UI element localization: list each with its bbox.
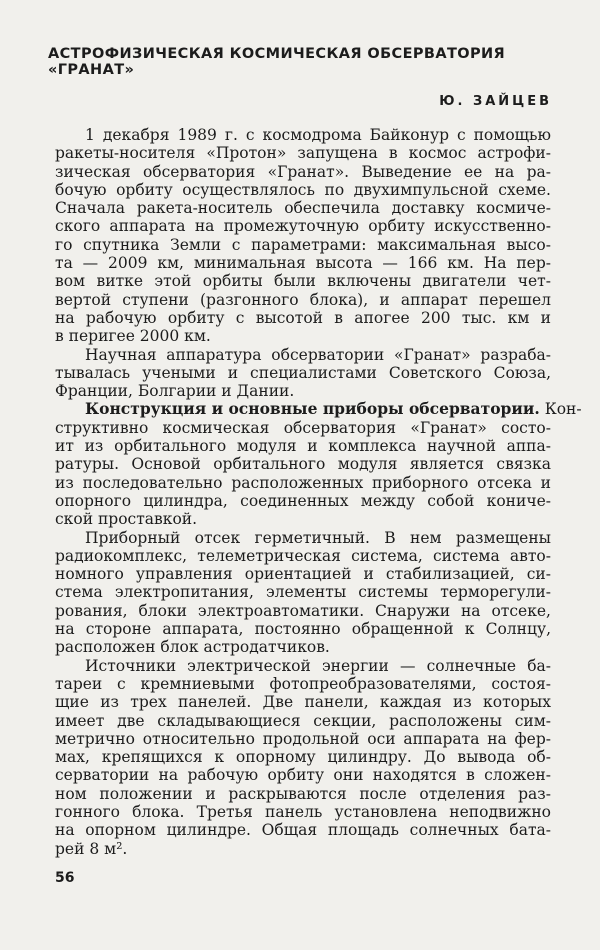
text-line: структивно космическая обсерватория «Гранат» состо-: [55, 418, 551, 437]
paragraph: [55, 399, 582, 529]
author-name: Ю. ЗАЙЦЕВ: [439, 94, 552, 109]
paragraph: [55, 657, 551, 858]
article-title: [48, 46, 548, 78]
text-line: ит из орбитального модуля и комплекса научной аппа-: [55, 437, 551, 456]
text-line: из последовательно расположенных приборного отсека и: [55, 473, 551, 492]
heading-tail-text: Кон-: [544, 400, 582, 419]
text-line: радиокомплекс, телеметрическая система, система авто-: [55, 546, 551, 565]
article-body: [55, 126, 582, 858]
text-line: на опорном цилиндре. Общая площадь солнечных бата-: [55, 821, 551, 840]
text-line: тывалась учеными и специалистами Советского Союза,: [55, 363, 551, 382]
text-line: рей 8 м².: [55, 839, 128, 858]
text-line: вом витке этой орбиты были включены двигатели чет-: [55, 272, 551, 291]
text-line: Приборный отсек герметичный. В нем размещены: [85, 528, 551, 547]
text-line: бочую орбиту осуществлялось по двухимпульсной схеме.: [55, 180, 551, 199]
text-line: та — 2009 км, минимальная высота — 166 км. На пер-: [55, 254, 551, 273]
text-line: Франции, Болгарии и Дании.: [55, 382, 295, 401]
text-line: го спутника Земли с параметрами: максимальная высо-: [55, 235, 551, 254]
text-line: ской проставкой.: [55, 510, 198, 529]
text-line: опорного цилиндра, соединенных между собой кониче-: [55, 491, 551, 510]
paragraph: [55, 126, 551, 346]
section-heading: Конструкция и основные приборы обсерватории.: [85, 399, 540, 419]
text-line: ратуры. Основой орбитального модуля является связка: [55, 455, 551, 474]
text-line: тареи с кремниевыми фотопреобразователями, состоя-: [55, 674, 551, 693]
text-line: гонного блока. Третья панель установлена неподвижно: [55, 802, 551, 821]
text-line: серватории на рабочую орбиту они находятся в сложен-: [55, 766, 551, 785]
text-line: ского аппарата на промежуточную орбиту искусственно-: [55, 217, 551, 236]
text-line: Сначала ракета-носитель обеспечила доставку космиче-: [55, 199, 551, 218]
paragraph-heading-line: [55, 399, 582, 419]
paragraph: [55, 346, 551, 401]
text-line: щие из трех панелей. Две панели, каждая из которых: [55, 693, 551, 712]
text-line: на стороне аппарата, постоянно обращенной к Солнцу,: [55, 620, 551, 639]
text-line: Научная аппаратура обсерватории «Гранат» разраба-: [85, 345, 551, 364]
page-number: 56: [55, 870, 75, 886]
text-line: стема электропитания, элементы системы терморегули-: [55, 583, 551, 602]
text-line: вертой ступени (разгонного блока), и аппарат перешел: [55, 290, 551, 309]
text-line: зическая обсерватория «Гранат». Выведение ее на ра-: [55, 162, 551, 181]
title-line-1: АСТРОФИЗИЧЕСКАЯ КОСМИЧЕСКАЯ ОБСЕРВАТОРИЯ: [48, 46, 506, 62]
text-line: ракеты-носителя «Протон» запущена в космос астрофи-: [55, 144, 551, 163]
text-line: номного управления ориентацией и стабилизацией, си-: [55, 565, 551, 584]
text-line: в перигее 2000 км.: [55, 327, 211, 346]
text-line: мах, крепящихся к опорному цилиндру. До вывода об-: [55, 748, 551, 767]
text-line: расположен блок астродатчиков.: [55, 638, 330, 657]
text-line: имеет две складывающиеся секции, расположены сим-: [55, 711, 551, 730]
text-line: 1 декабря 1989 г. с космодрома Байконур с помощью: [85, 126, 551, 144]
text-line: ном положении и раскрываются после отделения раз-: [55, 784, 551, 803]
text-line: метрично относительно продольной оси аппарата на фер-: [55, 729, 551, 748]
paragraph: [55, 529, 551, 657]
text-line: рования, блоки электроавтоматики. Снаружи на отсеке,: [55, 601, 551, 620]
text-line: Источники электрической энергии — солнечные ба-: [85, 656, 551, 675]
title-line-2: «ГРАНАТ»: [48, 62, 135, 78]
text-line: на рабочую орбиту с высотой в апогее 200 тыс. км и: [55, 308, 551, 327]
